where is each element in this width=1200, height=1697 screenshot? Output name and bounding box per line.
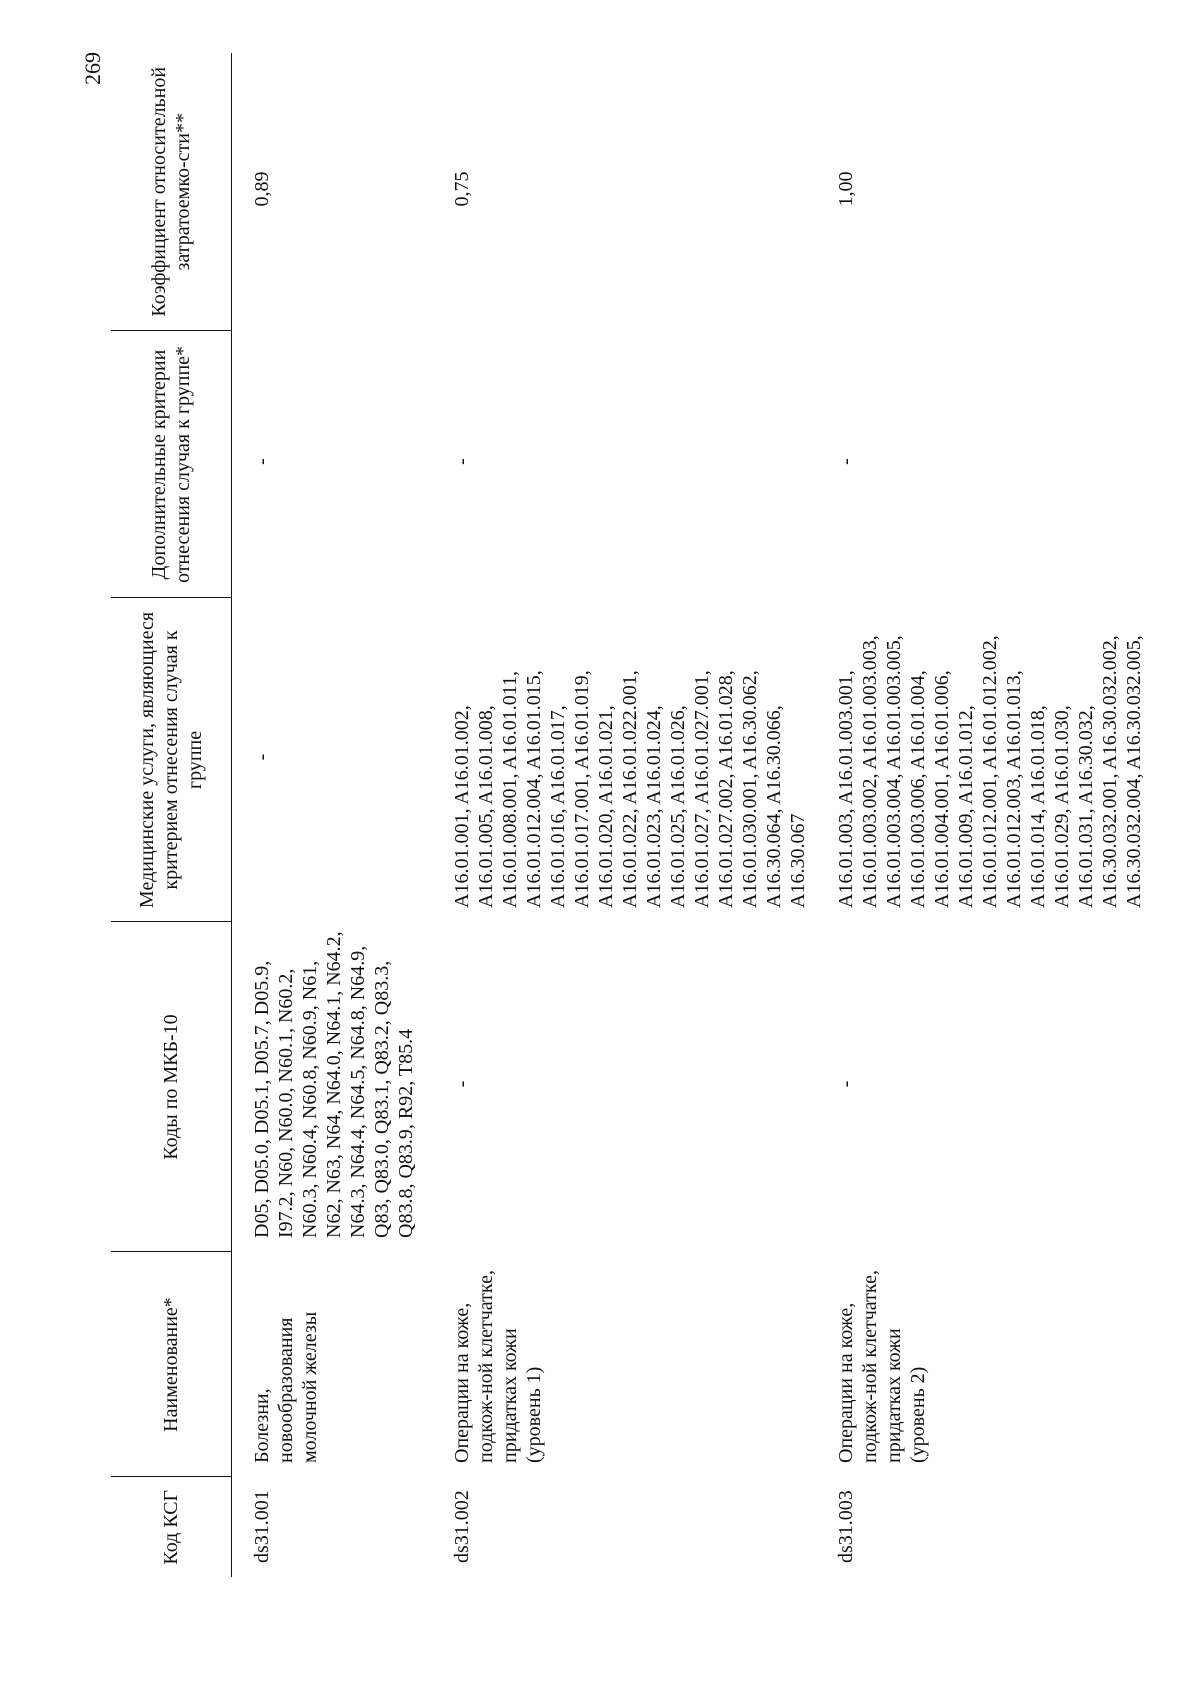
criteria-cell: - [251, 458, 273, 465]
services-cell [232, 598, 433, 922]
service-line: A16.01.012.003, A16.01.013, [1003, 670, 1025, 908]
service-line: - [251, 753, 273, 761]
table-body [232, 53, 1153, 1577]
mkb-codes-cell: D05, D05.0, D05.1, D05.7, D05.9, I97.2, N60, N60.0, N60.1, N60.2, N60.3, N60.4, N60.8, N60.9, N61, N62, N63, N64, N64.0, N64.1, N64.2, N64.3, N64.4, N64.5, N64.8, N64.9, Q83, Q83.0, Q83.1, Q83.2, Q83.3, Q83.8, Q83.9, R92, T85.4 [251, 931, 417, 1238]
service-line: A16.01.003, A16.01.003.001, [835, 670, 857, 908]
service-line: A16.30.032.004, A16.30.032.005, [1123, 635, 1145, 908]
service-line: A16.01.005, A16.01.008, [475, 705, 497, 908]
header-name: Наименование* [111, 1252, 232, 1477]
table-row [816, 53, 1152, 1577]
service-line: A16.01.014, A16.01.018, [1027, 705, 1049, 908]
criteria-cell: - [451, 458, 473, 465]
header-services: Медицинские услуги, являющиеся критерием отнесения случая к группе [111, 598, 232, 922]
header-code: Код КСГ [111, 1477, 232, 1577]
service-line: A16.01.027.002, A16.01.028, [715, 670, 737, 908]
service-line: A16.01.030.001, A16.30.062, [739, 670, 761, 908]
ksg-code-cell: ds31.001 [251, 1490, 273, 1563]
header-criteria: Дополнительные критерии отнесения случая к группе* [111, 331, 232, 598]
service-line: A16.01.001, A16.01.002, [451, 705, 473, 908]
header-coef: Коэффициент относительной затратоемко-сти** [111, 53, 232, 331]
service-line: A16.01.003.004, A16.01.003.005, [883, 635, 905, 908]
table-header-row [111, 53, 232, 1577]
mkb-codes-cell: - [835, 1080, 857, 1088]
criteria-cell: - [835, 458, 857, 465]
services-cell [816, 598, 1152, 922]
ksg-table [111, 53, 1152, 1577]
service-line: A16.01.003.006, A16.01.004, [907, 670, 929, 908]
header-mkb: Коды по МКБ-10 [111, 922, 232, 1252]
mkb-codes-cell: - [451, 1080, 473, 1088]
service-line: A16.01.027, A16.01.027.001, [691, 670, 713, 908]
service-line: A16.01.016, A16.01.017, [547, 705, 569, 908]
ksg-name-cell: Болезни, новообразования молочной железы [251, 1311, 321, 1463]
service-line: A16.30.064, A16.30.066, [763, 705, 785, 908]
coefficient-cell: 0,89 [251, 171, 273, 207]
service-line: A16.01.023, A16.01.024, [643, 705, 665, 908]
page-number: 269 [80, 52, 105, 85]
service-line: A16.01.004.001, A16.01.006, [931, 670, 953, 908]
ksg-code-cell: ds31.003 [835, 1490, 857, 1563]
service-line: A16.01.020, A16.01.021, [595, 705, 617, 908]
table-row [232, 53, 433, 1577]
ksg-code-cell: ds31.002 [451, 1490, 473, 1563]
service-line: A16.01.031, A16.30.032, [1075, 705, 1097, 908]
service-line: A16.01.008.001, A16.01.011, [499, 670, 521, 908]
service-line: A16.01.012.004, A16.01.015, [523, 670, 545, 908]
service-line: A16.01.003.002, A16.01.003.003, [859, 635, 881, 908]
service-line: A16.01.017.001, A16.01.019, [571, 670, 593, 908]
services-cell [432, 598, 816, 922]
ksg-name-cell: Операции на коже, подкож-ной клетчатке, придатках кожи (уровень 2) [835, 1270, 929, 1463]
service-line: A16.01.029, A16.01.030, [1051, 705, 1073, 908]
service-line: A16.01.009, A16.01.012, [955, 705, 977, 908]
service-line: A16.01.022, A16.01.022.001, [619, 670, 641, 908]
table-row [432, 53, 816, 1577]
coefficient-cell: 1,00 [835, 171, 857, 207]
service-line: A16.30.032.001, A16.30.032.002, [1099, 635, 1121, 908]
service-line: A16.30.067 [787, 813, 809, 908]
service-line: A16.01.025, A16.01.026, [667, 705, 689, 908]
coefficient-cell: 0,75 [451, 171, 473, 207]
ksg-name-cell: Операции на коже, подкож-ной клетчатке, придатках кожи (уровень 1) [451, 1270, 545, 1463]
service-line: A16.01.012.001, A16.01.012.002, [979, 635, 1001, 908]
